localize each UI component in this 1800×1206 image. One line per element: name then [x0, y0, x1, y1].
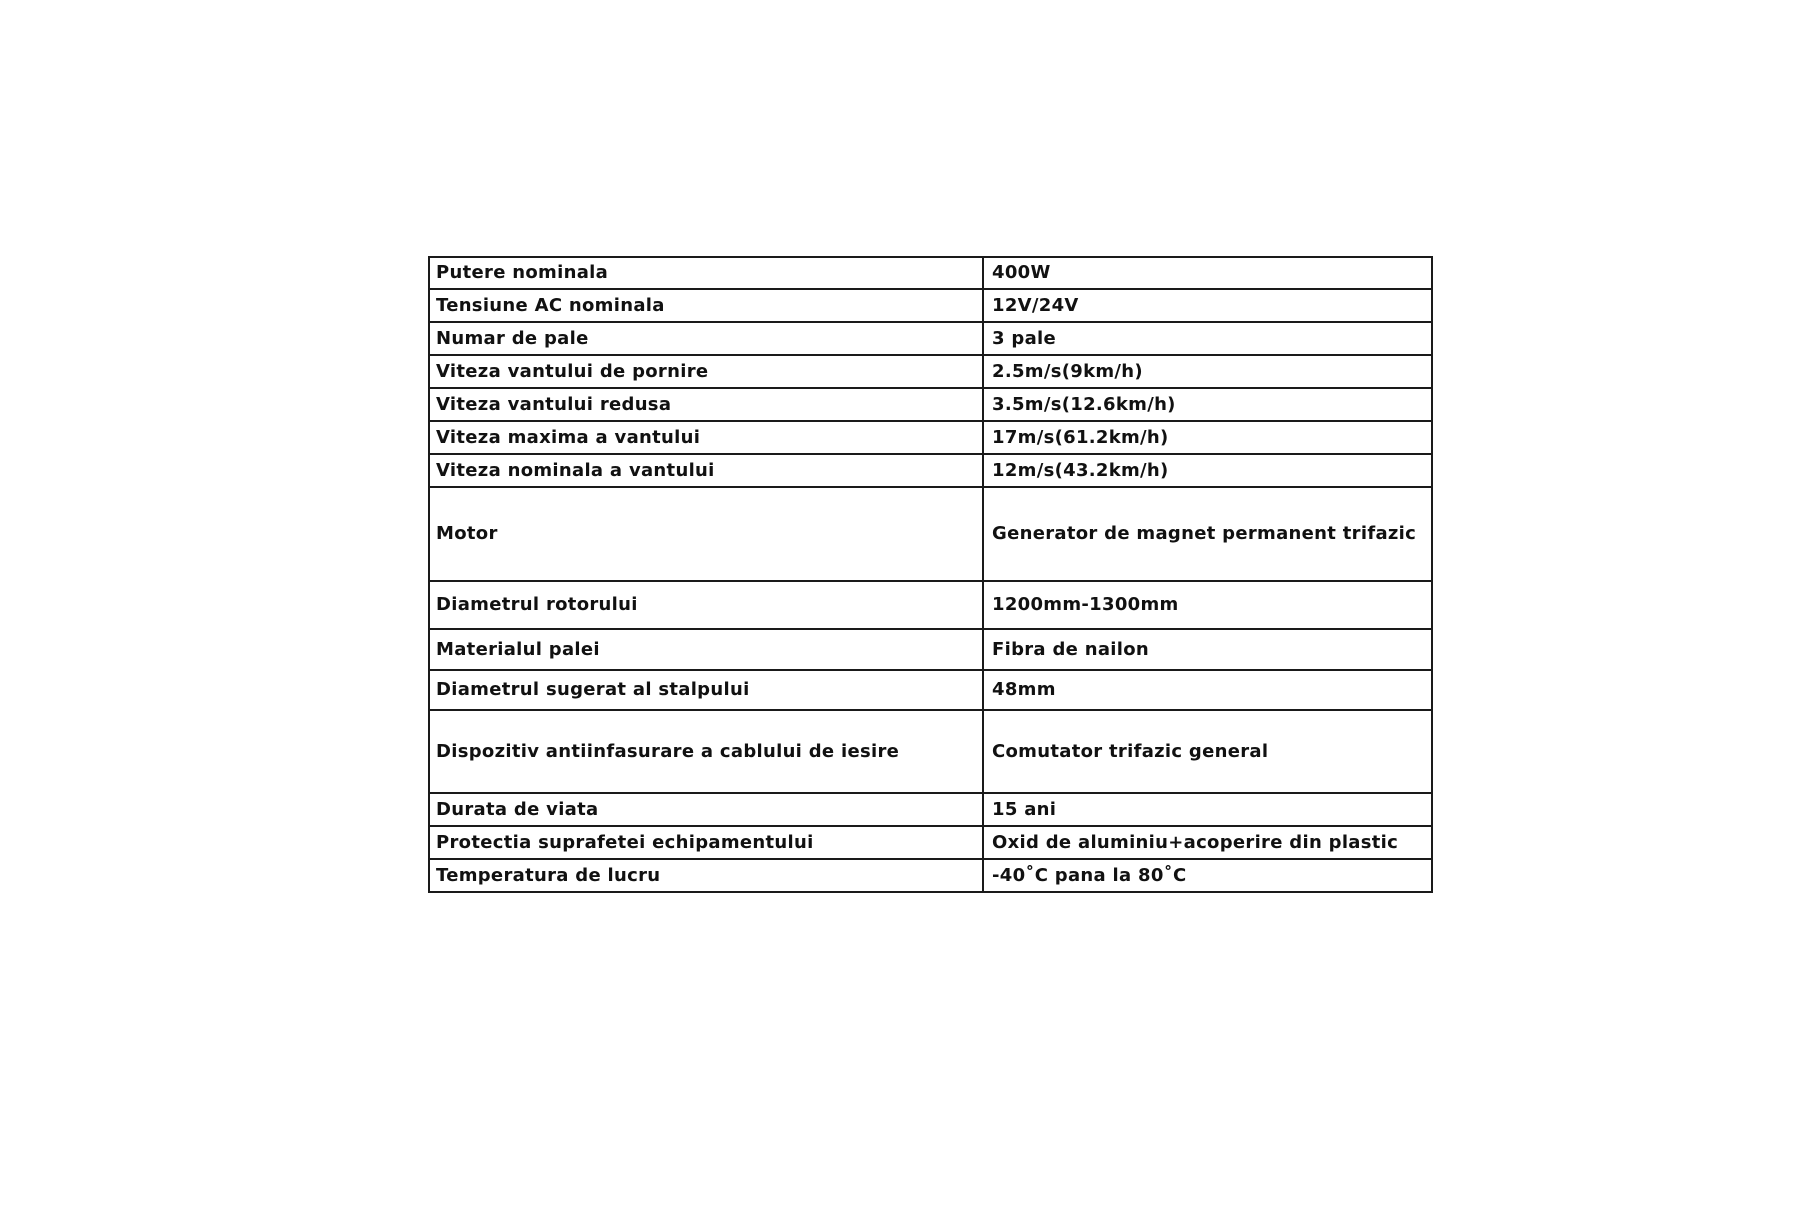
spec-value: Fibra de nailon — [983, 629, 1432, 670]
spec-value: 3 pale — [983, 322, 1432, 355]
table-row — [429, 257, 1432, 289]
table-row — [429, 454, 1432, 487]
spec-label: Viteza maxima a vantului — [429, 421, 983, 454]
table-row — [429, 793, 1432, 826]
table-row — [429, 670, 1432, 710]
table-row — [429, 859, 1432, 892]
spec-value: Generator de magnet permanent trifazic — [983, 487, 1432, 581]
spec-label: Diametrul rotorului — [429, 581, 983, 629]
spec-label: Protectia suprafetei echipamentului — [429, 826, 983, 859]
table-row — [429, 355, 1432, 388]
table-row — [429, 487, 1432, 581]
table-row — [429, 289, 1432, 322]
spec-value: 12m/s(43.2km/h) — [983, 454, 1432, 487]
spec-label: Numar de pale — [429, 322, 983, 355]
spec-label: Motor — [429, 487, 983, 581]
spec-label: Diametrul sugerat al stalpului — [429, 670, 983, 710]
spec-label: Viteza vantului redusa — [429, 388, 983, 421]
table-row — [429, 388, 1432, 421]
spec-value: 48mm — [983, 670, 1432, 710]
spec-label: Viteza nominala a vantului — [429, 454, 983, 487]
spec-value: Oxid de aluminiu+acoperire din plastic — [983, 826, 1432, 859]
table-row — [429, 421, 1432, 454]
spec-label: Durata de viata — [429, 793, 983, 826]
table-row — [429, 826, 1432, 859]
spec-value: -40˚C pana la 80˚C — [983, 859, 1432, 892]
table-row — [429, 710, 1432, 793]
spec-value: 17m/s(61.2km/h) — [983, 421, 1432, 454]
table-row — [429, 581, 1432, 629]
spec-label: Tensiune AC nominala — [429, 289, 983, 322]
table-row — [429, 629, 1432, 670]
spec-value: 12V/24V — [983, 289, 1432, 322]
spec-value: 400W — [983, 257, 1432, 289]
spec-value: 2.5m/s(9km/h) — [983, 355, 1432, 388]
spec-label: Materialul palei — [429, 629, 983, 670]
spec-label: Viteza vantului de pornire — [429, 355, 983, 388]
spec-value: 3.5m/s(12.6km/h) — [983, 388, 1432, 421]
spec-value: 1200mm-1300mm — [983, 581, 1432, 629]
spec-value: 15 ani — [983, 793, 1432, 826]
specifications-table — [428, 256, 1433, 893]
spec-label: Temperatura de lucru — [429, 859, 983, 892]
table-row — [429, 322, 1432, 355]
spec-label: Dispozitiv antiinfasurare a cablului de iesire — [429, 710, 983, 793]
spec-label: Putere nominala — [429, 257, 983, 289]
spec-value: Comutator trifazic general — [983, 710, 1432, 793]
